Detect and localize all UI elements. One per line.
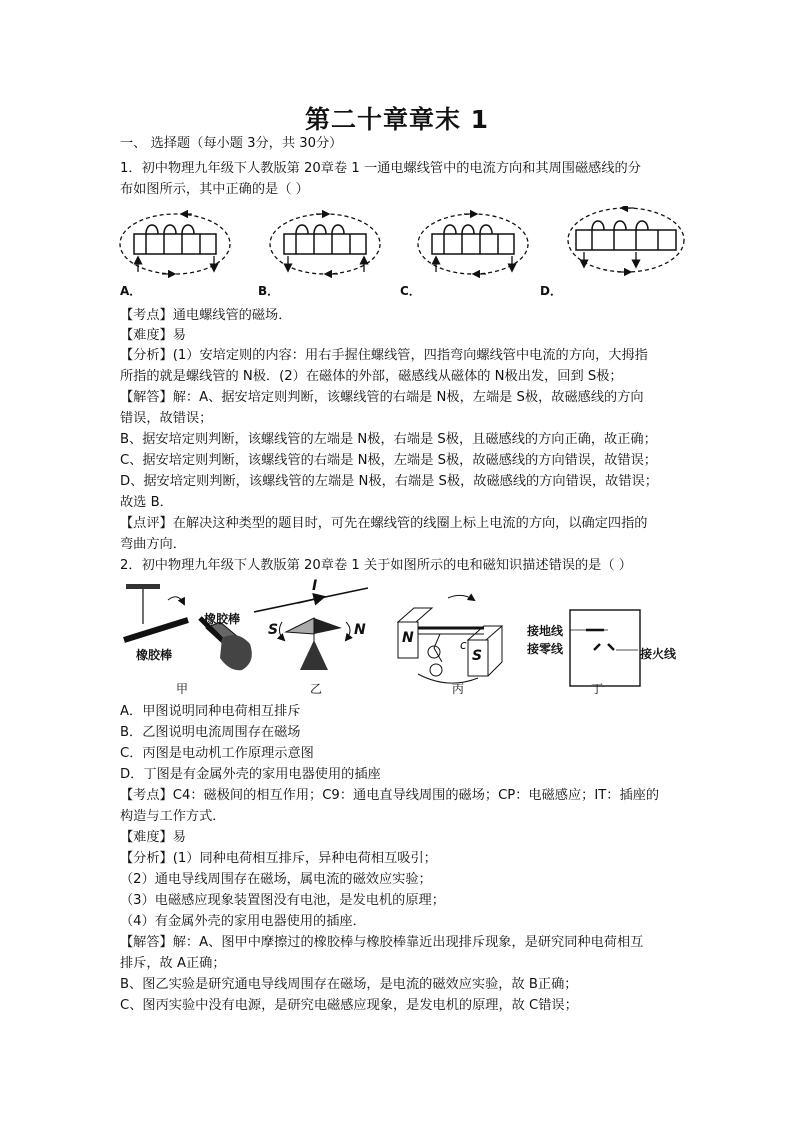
- section-heading: 一、 选择题（每小题 3分，共 30分）: [120, 136, 343, 151]
- q1-jieda-line4: C、据安培定则判断，该螺线管的右端是 N极，左端是 S极，故磁感线的方向错误，故错误；: [120, 453, 657, 468]
- solenoid-c: [418, 214, 528, 274]
- q2-option-d: D．丁图是有金属外壳的家用电器使用的插座: [120, 767, 381, 782]
- q2-nandu: 【难度】易: [120, 830, 186, 845]
- label-rubber-rod-left: 橡胶棒: [136, 648, 173, 662]
- figure-ding: [570, 610, 640, 686]
- caption-ding: 丁: [590, 682, 603, 696]
- q1-stem-line1: 1．初中物理九年级下人教版第 20章卷 1 一通电螺线管中的电流方向和其周围磁感线的分: [120, 161, 641, 176]
- q2-fenxi-line4: （4）有金属外壳的家用电器使用的插座．: [120, 914, 366, 929]
- q2-jieda-line3: B、图乙实验是研究通电导线周围存在磁场，是电流的磁效应实验，故 B正确；: [120, 977, 578, 992]
- q1-fenxi-line1: 【分析】(1）安培定则的内容：用右手握住螺线管，四指弯向螺线管中电流的方向，大拇指: [120, 348, 648, 363]
- label-live-wire: 接火线: [640, 647, 677, 661]
- q1-jieda-line6: 故选 B．: [120, 495, 173, 510]
- q1-option-d-label: D．: [540, 284, 562, 298]
- label-rubber-rod-top: 橡胶棒: [204, 612, 241, 626]
- label-compass-n: N: [354, 622, 366, 638]
- label-c: c: [460, 638, 467, 652]
- q1-jieda-line2: 错误，故错误；: [120, 411, 213, 426]
- q2-kaodian-line1: 【考点】C4：磁极间的相互作用；C9：通电直导线周围的磁场；CP：电磁感应；IT：插座的: [120, 788, 660, 803]
- q2-option-b: B．乙图说明电流周围存在磁场: [120, 725, 301, 740]
- q2-option-c: C．丙图是电动机工作原理示意图: [120, 746, 314, 761]
- q2-stem: 2．初中物理九年级下人教版第 20章卷 1 关于如图所示的电和磁知识描述错误的是（ ）: [120, 558, 632, 573]
- label-magnet-n: N: [402, 630, 414, 646]
- q1-dianping-line2: 弯曲方向．: [120, 537, 186, 552]
- solenoid-a: [120, 214, 230, 274]
- q2-fenxi-line3: （3）电磁感应现象装置图没有电池，是发电机的原理；: [120, 893, 445, 908]
- caption-yi: 乙: [309, 682, 322, 696]
- q1-jieda-line5: D、据安培定则判断，该螺线管的左端是 N极，右端是 S极，故磁感线的方向错误，故错误；: [120, 474, 658, 489]
- caption-bing: 丙: [451, 682, 464, 696]
- label-neutral-wire: 接零线: [527, 642, 564, 656]
- q2-fenxi-line1: 【分析】(1）同种电荷相互排斥，异种电荷相互吸引；: [120, 851, 437, 866]
- q1-jieda-line1: 【解答】解：A、据安培定则判断，该螺线管的右端是 N极，左端是 S极，故磁感线的方向: [120, 390, 644, 405]
- solenoid-d: [568, 208, 684, 272]
- q2-kaodian-line2: 构造与工作方式．: [120, 809, 226, 824]
- q2-jieda-line1: 【解答】解：A、图甲中摩擦过的橡胶棒与橡胶棒靠近出现排斥现象，是研究同种电荷相互: [120, 935, 644, 950]
- q1-option-b-label: B．: [258, 284, 280, 298]
- solenoid-b: [270, 214, 380, 274]
- q1-nandu: 【难度】易: [120, 328, 186, 343]
- q1-option-a-label: A．: [120, 284, 142, 298]
- q1-kaodian: 【考点】通电螺线管的磁场．: [120, 308, 292, 323]
- q1-jieda-line3: B、据安培定则判断，该螺线管的左端是 N极，右端是 S极，且磁感线的方向正确，故正确；: [120, 432, 657, 447]
- q2-jieda-line4: C、图丙实验中没有电源，是研究电磁感应现象，是发电机的原理，故 C错误；: [120, 998, 578, 1013]
- q1-option-c-label: C．: [400, 284, 421, 298]
- q2-jieda-line2: 排斥，故 A正确；: [120, 956, 226, 971]
- label-magnet-s: S: [472, 648, 483, 664]
- q1-fenxi-line2: 所指的就是螺线管的 N极．(2）在磁体的外部，磁感线从磁体的 N极出发，回到 S极；: [120, 369, 623, 384]
- label-current-i: I: [312, 578, 318, 594]
- q1-dianping-line1: 【点评】在解决这种类型的题目时，可先在螺线管的线圈上标上电流的方向，以确定四指的: [120, 516, 648, 531]
- page-title: 第二十章章末 1: [304, 105, 490, 134]
- label-compass-s: S: [268, 622, 279, 638]
- q1-stem-line2: 布如图所示，其中正确的是（ ）: [120, 182, 309, 197]
- q2-option-a: A．甲图说明同种电荷相互排斥: [120, 704, 301, 719]
- label-ground-wire: 接地线: [527, 624, 564, 638]
- q2-fenxi-line2: （2）通电导线周围存在磁场，属电流的磁效应实验；: [120, 872, 432, 887]
- caption-jia: 甲: [175, 682, 188, 696]
